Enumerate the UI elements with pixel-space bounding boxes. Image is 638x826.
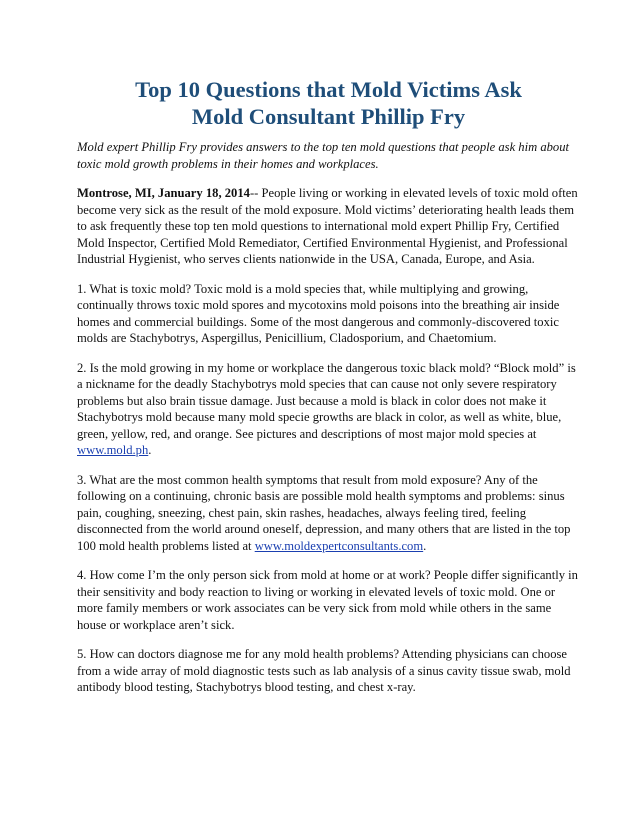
question-3-text: 3. What are the most common health symptoms that result from mold exposure? Any of the following on a continuing, chronic basis are possible mold health symptoms and problems: sinus pain, coughing, sneezing, chest pain, skin rashes, headaches, always feeling tired, feeling disconnected from the world around oneself, depression, and many others that are listed in the top 100 mold health problems listed at	[77, 472, 571, 553]
question-1: 1. What is toxic mold? Toxic mold is a mold species that, while multiplying and growing, continually throws toxic mold spores and mycotoxins mold poisons into the breathing air inside homes and commercial buildings. Some of the most dangerous and commonly-discovered toxic molds are Stachybotrys, Aspergillus, Penicillium, Cladosporium, and Chaetomium.	[77, 281, 560, 345]
title-line-2: Mold Consultant Phillip Fry	[191, 104, 466, 129]
title-line-1: Top 10 Questions that Mold Victims Ask	[135, 77, 522, 102]
moldexpertconsultants-link[interactable]: www.moldexpertconsultants.com	[254, 538, 424, 553]
question-3	[77, 472, 580, 555]
mold-ph-link[interactable]: www.mold.ph	[77, 443, 149, 457]
intro-text: -- People living or working in elevated levels of toxic mold often become very sick as the result of the mold exposure. Mold victims’ deteriorating health leads them to ask frequently these top ten mold questions to international mold expert Phillip Fry, Certified Mold Inspector, Certified Mold Remediator, Certified Environmental Hygienist, and Professional Industrial Hygienist, who serves clients nationwide in the USA, Canada, Europe, and Asia.	[77, 186, 578, 266]
question-4: 4. How come I’m the only person sick from mold at home or at work? People differ significantly in their sensitivity and body reaction to living or working in elevated levels of toxic mold. One or more family members or work associates can be very sick from mold while others in the same house or workplace aren’t sick.	[77, 568, 578, 632]
lede-summary: Mold expert Phillip Fry provides answers to the top ten mold questions that people ask him about toxic mold growth problems in their homes and workplaces.	[77, 140, 570, 171]
page-title	[77, 76, 580, 130]
dateline: Montrose, MI, January 18, 2014	[77, 186, 250, 200]
question-2-text: 2. Is the mold growing in my home or workplace the dangerous toxic black mold? “Block mold” is a nickname for the deadly Stachybotrys mold species that can cause not only severe respiratory problems but also brain tissue damage. Just because a mold is black in color does not make it Stachybotrys mold because many mold specie growths are black in color, as well as white, blue, green, yellow, red, and orange. See pictures and descriptions of most major mold species at	[77, 360, 576, 441]
question-2-end: .	[148, 443, 152, 457]
question-2	[77, 360, 580, 459]
question-5: 5. How can doctors diagnose me for any mold health problems? Attending physicians can choose from a wide array of mold diagnostic tests such as lab analysis of a sinus cavity tissue swab, mold antibody blood testing, Stachybotrys blood testing, and chest x-ray.	[77, 647, 571, 694]
intro-paragraph	[77, 185, 580, 268]
question-3-end: .	[423, 538, 427, 553]
